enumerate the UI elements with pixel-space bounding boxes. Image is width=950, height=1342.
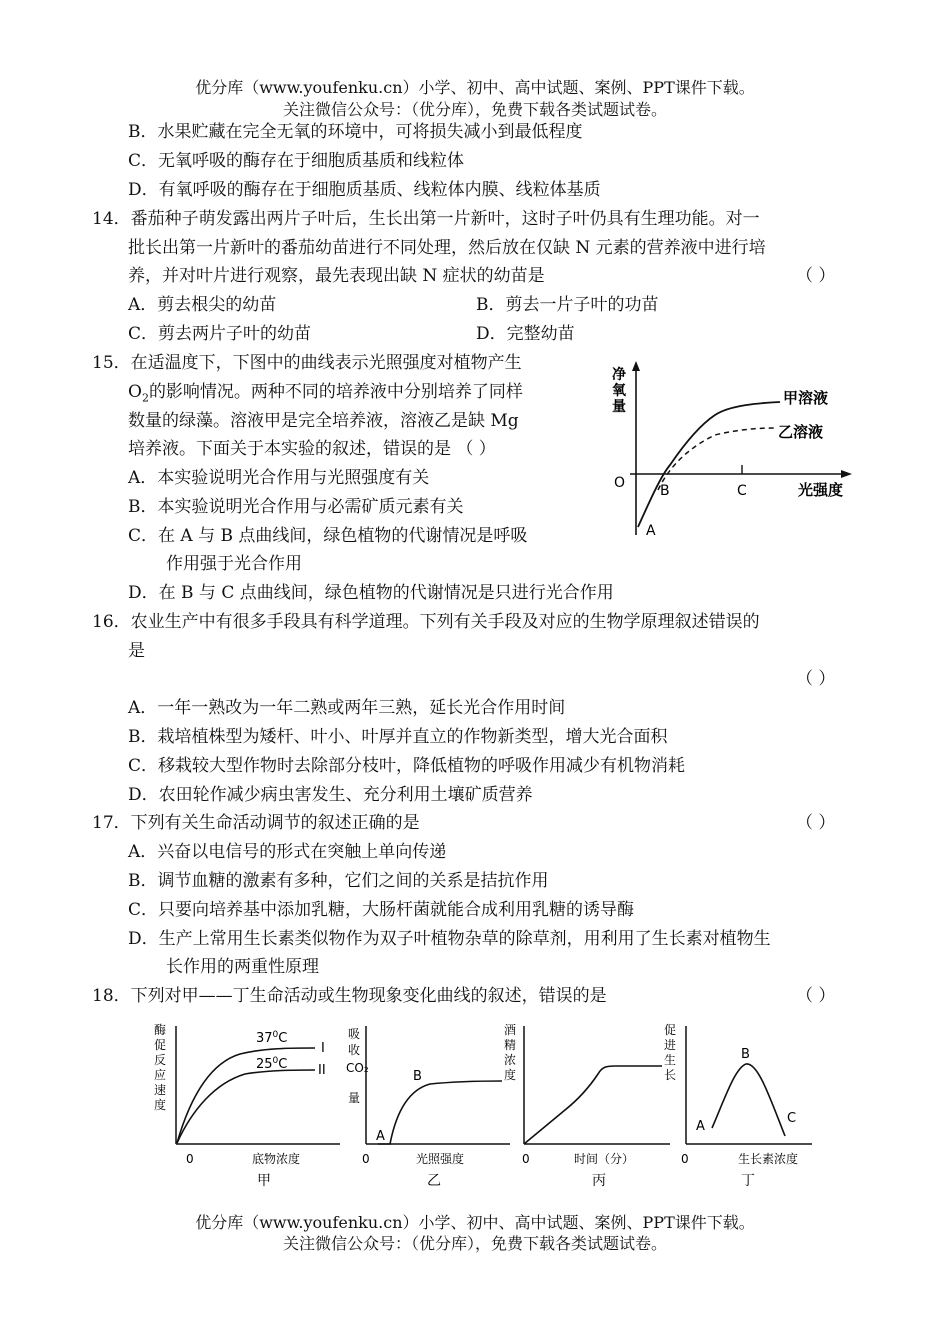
q17-option-c: C．只要向培养基中添加乳糖，大肠杆菌就能合成利用乳糖的诱导酶 bbox=[128, 900, 635, 920]
q18-graph-ding bbox=[664, 1023, 812, 1189]
q15-option-c-line-2: 作用强于光合作用 bbox=[166, 554, 302, 574]
q16-stem-line-2: 是 bbox=[128, 641, 145, 661]
q15-y-label-1: 净 bbox=[612, 367, 626, 383]
svg-text:CO₂: CO₂ bbox=[346, 1061, 369, 1075]
q18-graph-bing bbox=[504, 1023, 670, 1189]
svg-text:促: 促 bbox=[154, 1038, 167, 1052]
q18-bing-curve bbox=[524, 1066, 662, 1144]
q18-jia-label-25c: $25^0C$ bbox=[256, 1056, 288, 1072]
q18-yi-curve bbox=[378, 1081, 502, 1144]
q18-graph-yi bbox=[346, 1026, 510, 1189]
q15-curve-jia-label: 甲溶液 bbox=[783, 389, 829, 407]
header-line-2: 关注微信公众号：（优分库），免费下载各类试题试卷。 bbox=[282, 100, 667, 119]
q15-y-axis-arrow bbox=[632, 361, 640, 371]
q15-curve-yi bbox=[658, 428, 775, 490]
q18-jia-origin: 0 bbox=[186, 1152, 194, 1166]
q15-stem-line-2: $O_2$的影响情况。两种不同的培养液中分别培养了同样 bbox=[128, 382, 523, 405]
q17-option-d-line-2: 长作用的两重性原理 bbox=[166, 957, 319, 977]
q18-jia-name: 甲 bbox=[257, 1173, 271, 1189]
q14-stem-line-3: 养，并对叶片进行观察，最先表现出缺 N 症状的幼苗是 bbox=[128, 266, 545, 286]
q13-option-c: C．无氧呼吸的酶存在于细胞质基质和线粒体 bbox=[128, 151, 465, 171]
q15-point-b: B bbox=[660, 483, 670, 499]
q15-x-label: 光强度 bbox=[798, 481, 844, 499]
q14-answer-paren: （ ） bbox=[796, 266, 836, 286]
q17-option-b: B．调节血糖的激素有多种，它们之间的关系是拮抗作用 bbox=[128, 871, 549, 891]
q17-option-a: A．兴奋以电信号的形式在突触上单向传递 bbox=[128, 842, 447, 862]
q14-stem-line-2: 批长出第一片新叶的番茄幼苗进行不同处理，然后放在仅缺 N 元素的营养液中进行培 bbox=[128, 238, 766, 258]
q15-point-a: A bbox=[646, 523, 656, 539]
q17-stem: 17．下列有关生命活动调节的叙述正确的是 bbox=[92, 813, 420, 833]
q18-bing-xlabel: 时间（分） bbox=[574, 1152, 635, 1166]
q15-x-axis-arrow bbox=[841, 470, 852, 478]
svg-text:酶: 酶 bbox=[154, 1023, 167, 1037]
q18-ding-curve bbox=[712, 1064, 785, 1136]
q18-yi-name: 乙 bbox=[427, 1173, 441, 1189]
q15-option-d: D．在 B 与 C 点曲线间，绿色植物的代谢情况是只进行光合作用 bbox=[128, 583, 614, 603]
svg-text:收: 收 bbox=[348, 1043, 361, 1057]
q14-option-d: D．完整幼苗 bbox=[476, 324, 575, 344]
q18-jia-xlabel: 底物浓度 bbox=[252, 1152, 301, 1166]
q17-option-d-line-1: D．生产上常用生长素类似物作为双子叶植物杂草的除草剂，用利用了生长素对植物生 bbox=[128, 929, 771, 949]
q16-option-c: C．移栽较大型作物时去除部分枝叶，降低植物的呼吸作用减少有机物消耗 bbox=[128, 756, 686, 776]
q14-option-a: A．剪去根尖的幼苗 bbox=[128, 295, 277, 315]
q15-y-label-2: 氧 bbox=[612, 383, 626, 399]
q18-jia-curve-1 bbox=[177, 1048, 315, 1143]
q17-answer-paren: （ ） bbox=[796, 813, 836, 833]
q18-yi-point-a: A bbox=[376, 1129, 385, 1144]
q16-stem-line-1: 16．农业生产中有很多手段具有科学道理。下列有关手段及对应的生物学原理叙述错误的 bbox=[92, 612, 760, 632]
q16-answer-paren: （ ） bbox=[796, 669, 836, 689]
q18-bing-name: 丙 bbox=[592, 1173, 606, 1189]
q18-ding-origin: 0 bbox=[681, 1152, 689, 1166]
q18-jia-label-37c: $37^0C$ bbox=[256, 1030, 288, 1046]
q14-option-c: C．剪去两片子叶的幼苗 bbox=[128, 324, 312, 344]
q18-bing-origin: 0 bbox=[522, 1152, 530, 1166]
svg-text:促: 促 bbox=[664, 1023, 677, 1037]
svg-text:反: 反 bbox=[154, 1053, 167, 1067]
q18-yi-point-b: B bbox=[413, 1069, 422, 1084]
q15-stem-line-4: 培养液。下面关于本实验的叙述，错误的是 （ ） bbox=[128, 439, 496, 459]
q15-stem-line-1: 15．在适温度下，下图中的曲线表示光照强度对植物产生 bbox=[92, 353, 522, 373]
q15-curve-yi-label: 乙溶液 bbox=[778, 423, 824, 441]
q15-point-c: C bbox=[737, 483, 747, 499]
q16-option-b: B．栽培植株型为矮杆、叶小、叶厚并直立的作物新类型，增大光合面积 bbox=[128, 727, 668, 747]
q18-figure-panel bbox=[140, 1018, 820, 1196]
q18-jia-curve-ii: II bbox=[318, 1063, 326, 1078]
q18-stem: 18．下列对甲——丁生命活动或生物现象变化曲线的叙述，错误的是 bbox=[92, 986, 607, 1006]
q15-option-b: B．本实验说明光合作用与必需矿质元素有关 bbox=[128, 497, 464, 517]
svg-text:度: 度 bbox=[504, 1068, 517, 1082]
q18-ding-xlabel: 生长素浓度 bbox=[738, 1152, 799, 1166]
q18-bing-ylabel bbox=[504, 1023, 516, 1082]
q18-jia-curve-2 bbox=[177, 1070, 315, 1143]
q15-origin-label: O bbox=[614, 475, 626, 491]
svg-text:量: 量 bbox=[348, 1091, 361, 1105]
svg-text:生: 生 bbox=[664, 1053, 677, 1067]
svg-text:长: 长 bbox=[664, 1068, 677, 1082]
footer-line-1: 优分库（www.youfenku.cn）小学、初中、高中试题、案例、PPT课件下载。 bbox=[195, 1213, 755, 1232]
header-line-1: 优分库（www.youfenku.cn）小学、初中、高中试题、案例、PPT课件下载。 bbox=[195, 78, 755, 97]
svg-text:精: 精 bbox=[504, 1038, 517, 1052]
q18-jia-ylabel bbox=[154, 1022, 166, 1112]
q18-ding-ylabel bbox=[664, 1023, 676, 1082]
q15-stem-line-3: 数量的绿藻。溶液甲是完全培养液，溶液乙是缺 Mg bbox=[128, 411, 519, 431]
svg-text:进: 进 bbox=[664, 1038, 677, 1052]
q18-ding-point-b: B bbox=[741, 1047, 750, 1062]
svg-text:酒: 酒 bbox=[504, 1023, 517, 1037]
svg-text:浓: 浓 bbox=[504, 1053, 517, 1067]
q16-option-a: A．一年一熟改为一年二熟或两年三熟，延长光合作用时间 bbox=[128, 698, 566, 718]
svg-text:应: 应 bbox=[154, 1068, 167, 1082]
q18-graph-jia bbox=[154, 1022, 340, 1189]
q15-option-a: A．本实验说明光合作用与光照强度有关 bbox=[128, 468, 430, 488]
q18-jia-curve-i: I bbox=[321, 1041, 325, 1056]
q18-answer-paren: （ ） bbox=[796, 986, 836, 1006]
q15-oxygen-light-graph bbox=[600, 355, 860, 550]
q15-option-c-line-1: C．在 A 与 B 点曲线间，绿色植物的代谢情况是呼吸 bbox=[128, 526, 528, 546]
svg-text:度: 度 bbox=[154, 1098, 167, 1112]
svg-text:速: 速 bbox=[154, 1083, 167, 1097]
q15-curve-jia bbox=[638, 402, 780, 527]
q18-ding-point-c: C bbox=[787, 1111, 797, 1126]
q14-stem-line-1: 14．番茄种子萌发露出两片子叶后，生长出第一片新叶，这时子叶仍具有生理功能。对一 bbox=[92, 209, 760, 229]
q18-yi-xlabel: 光照强度 bbox=[416, 1152, 465, 1166]
q18-ding-point-a: A bbox=[696, 1119, 705, 1134]
q14-option-b: B．剪去一片子叶的功苗 bbox=[476, 295, 659, 315]
q13-option-b: B．水果贮藏在完全无氧的环境中，可将损失减小到最低程度 bbox=[128, 122, 583, 142]
q18-ding-name: 丁 bbox=[741, 1173, 755, 1189]
q18-yi-origin: 0 bbox=[362, 1152, 370, 1166]
q15-y-label-3: 量 bbox=[612, 399, 626, 415]
footer-line-2: 关注微信公众号：（优分库），免费下载各类试题试卷。 bbox=[282, 1234, 667, 1253]
svg-text:吸: 吸 bbox=[348, 1027, 361, 1041]
q13-option-d: D．有氧呼吸的酶存在于细胞质基质、线粒体内膜、线粒体基质 bbox=[128, 180, 601, 200]
q16-option-d: D．农田轮作减少病虫害发生、充分利用土壤矿质营养 bbox=[128, 785, 533, 805]
